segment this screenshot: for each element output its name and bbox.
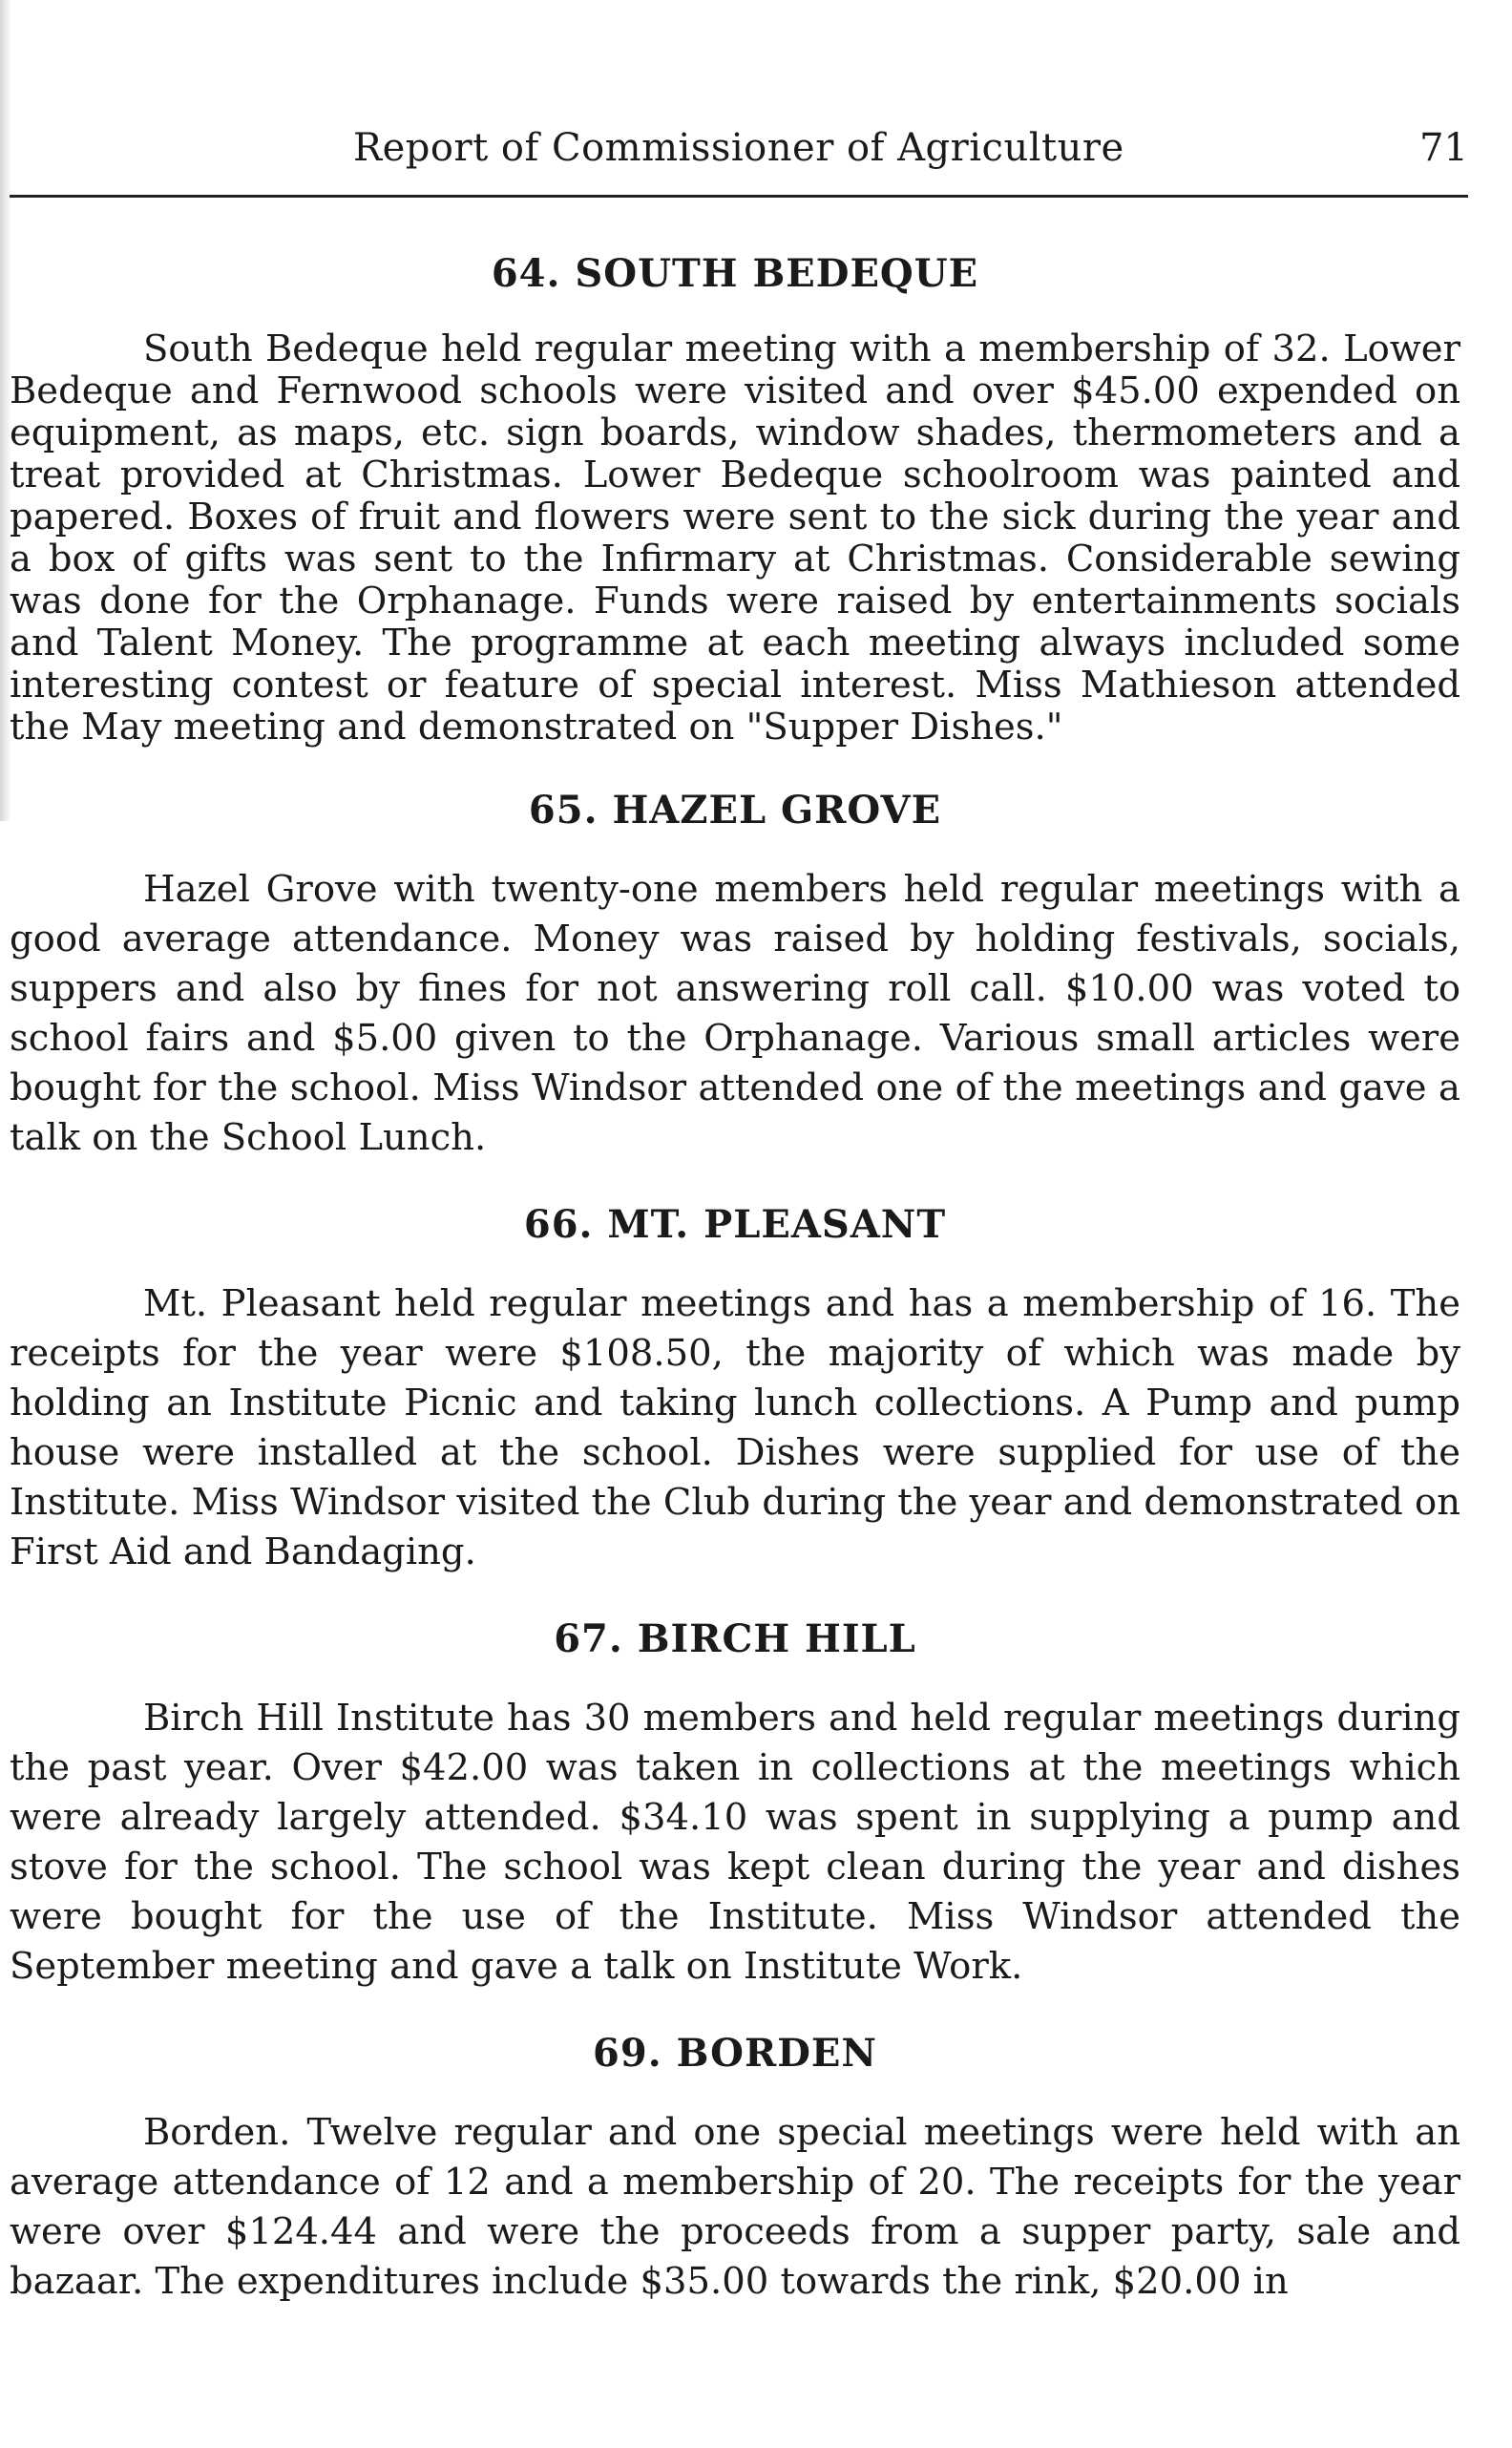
section-body: Borden. Twelve regular and one special meetings were held with an average attendance of 12 and a membership of 20. The receipts for the year were over $124.44 and were the proceeds from a supper party, sale and bazaar. The expenditures include $35.00 towards the rink, $20.00 in: [10, 2111, 1460, 2303]
page-header: [10, 122, 1468, 198]
section-south-bedeque: [10, 250, 1460, 749]
section-mt-pleasant: [10, 1201, 1460, 1577]
section-body: South Bedeque held regular meeting with a membership of 32. Lower Bedeque and Fernwood schools were visited and over $45.00 expended on equipment, as maps, etc. sign boards, window shades, thermometers and a treat provided at Christmas. Lower Bedeque schoolroom was painted and papered. Boxes of fruit and flowers were sent to the sick during the year and a box of gifts was sent to the Infirmary at Christmas. Considerable sewing was done for the Orphanage. Funds were raised by entertainments socials and Talent Money. The programme at each meeting always included some interesting contest or feature of special interest. Miss Mathieson attended the May meeting and demonstrated on "Supper Dishes.": [10, 327, 1460, 749]
section-birch-hill: [10, 1615, 1460, 1992]
section-heading: 65. HAZEL GROVE: [528, 788, 942, 833]
page-content: [10, 250, 1460, 2345]
running-title: Report of Commissioner of Agriculture: [353, 126, 1124, 170]
page-number: 71: [1419, 126, 1468, 170]
section-body: Hazel Grove with twenty-one members held regular meetings with a good average attendance. Money was raised by holding festivals, socials, suppers and also by fines for not answering roll call. $10.00 was voted to school fairs and $5.00 given to the Orphanage. Various small articles were bought for the school. Miss Windsor attended one of the meetings and gave a talk on the School Lunch.: [10, 868, 1460, 1159]
section-body: Mt. Pleasant held regular meetings and has a membership of 16. The receipts for the year were $108.50, the majority of which was made by holding an Institute Picnic and taking lunch collections. A Pump and pump house were installed at the school. Dishes were supplied for use of the Institute. Miss Windsor visited the Club during the year and demonstrated on First Aid and Bandaging.: [10, 1282, 1460, 1573]
section-body: Birch Hill Institute has 30 members and held regular meetings during the past year. Over $42.00 was taken in collections at the meetings which were already largely attended. $34.10 was spent in supplying a pump and stove for the school. The school was kept clean during the year and dishes were bought for the use of the Institute. Miss Windsor attended the September meeting and gave a talk on Institute Work.: [10, 1697, 1460, 1988]
section-heading: 69. BORDEN: [593, 2031, 877, 2076]
section-borden: [10, 2030, 1460, 2307]
section-heading: 66. MT. PLEASANT: [523, 1202, 947, 1247]
section-hazel-grove: [10, 787, 1460, 1163]
section-heading: 67. BIRCH HILL: [554, 1616, 916, 1661]
section-heading: 64. SOUTH BEDEQUE: [491, 251, 979, 296]
